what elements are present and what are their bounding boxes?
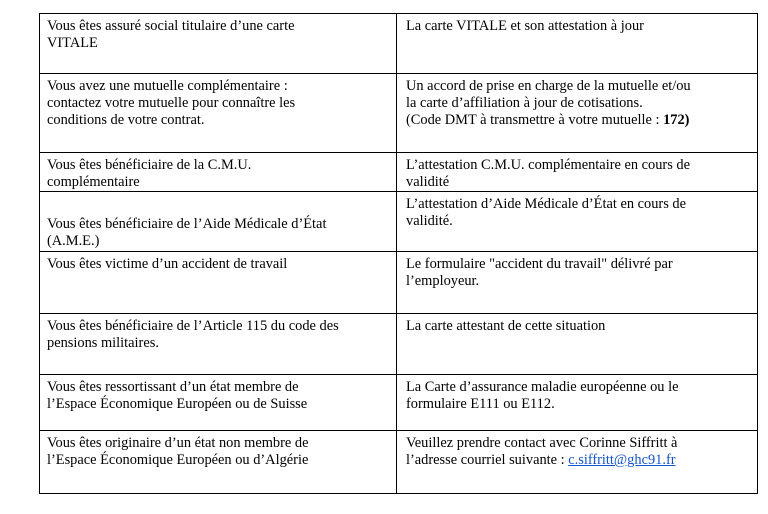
document-cell: Le formulaire "accident du travail" délivré par l’employeur. <box>397 252 758 314</box>
table-row <box>40 252 758 314</box>
document-text: Veuillez prendre contact avec Corinne Siffritt à l’adresse courriel suivante : <box>406 435 678 468</box>
document-cell <box>397 74 758 153</box>
document-cell: La carte VITALE et son attestation à jour <box>397 14 758 74</box>
table-row <box>40 153 758 192</box>
situation-cell: Vous êtes originaire d’un état non membre de l’Espace Économique Européen ou d’Algérie <box>40 431 397 494</box>
documents-table <box>39 13 758 494</box>
situation-cell: Vous êtes bénéficiaire de l’Aide Médicale d’État (A.M.E.) <box>40 192 397 252</box>
table-row <box>40 192 758 252</box>
situation-cell: Vous êtes ressortissant d’un état membre de l’Espace Économique Européen ou de Suisse <box>40 375 397 431</box>
situation-cell: Vous avez une mutuelle complémentaire : contactez votre mutuelle pour connaître les conditions de votre contrat. <box>40 74 397 153</box>
table-row <box>40 375 758 431</box>
document-note: (Code DMT à transmettre à votre mutuelle : <box>406 112 664 128</box>
situation-cell: Vous êtes bénéficiaire de la C.M.U. complémentaire <box>40 153 397 192</box>
document-cell: L’attestation C.M.U. complémentaire en cours de validité <box>397 153 758 192</box>
document-cell <box>397 431 758 494</box>
document-cell: La Carte d’assurance maladie européenne ou le formulaire E111 ou E112. <box>397 375 758 431</box>
situation-cell: Vous êtes assuré social titulaire d’une carte VITALE <box>40 14 397 74</box>
document-text: Un accord de prise en charge de la mutuelle et/ou la carte d’affiliation à jour de cotisations. <box>406 78 691 111</box>
table-row <box>40 14 758 74</box>
document-cell: La carte attestant de cette situation <box>397 314 758 375</box>
table-row <box>40 74 758 153</box>
contact-email-link[interactable]: c.siffritt@ghc91.fr <box>568 452 676 468</box>
table-row <box>40 431 758 494</box>
dmt-code: 172) <box>663 112 690 128</box>
document-cell: L’attestation d’Aide Médicale d’État en cours de validité. <box>397 192 758 252</box>
situation-cell: Vous êtes victime d’un accident de travail <box>40 252 397 314</box>
table-row <box>40 314 758 375</box>
situation-cell: Vous êtes bénéficiaire de l’Article 115 du code des pensions militaires. <box>40 314 397 375</box>
